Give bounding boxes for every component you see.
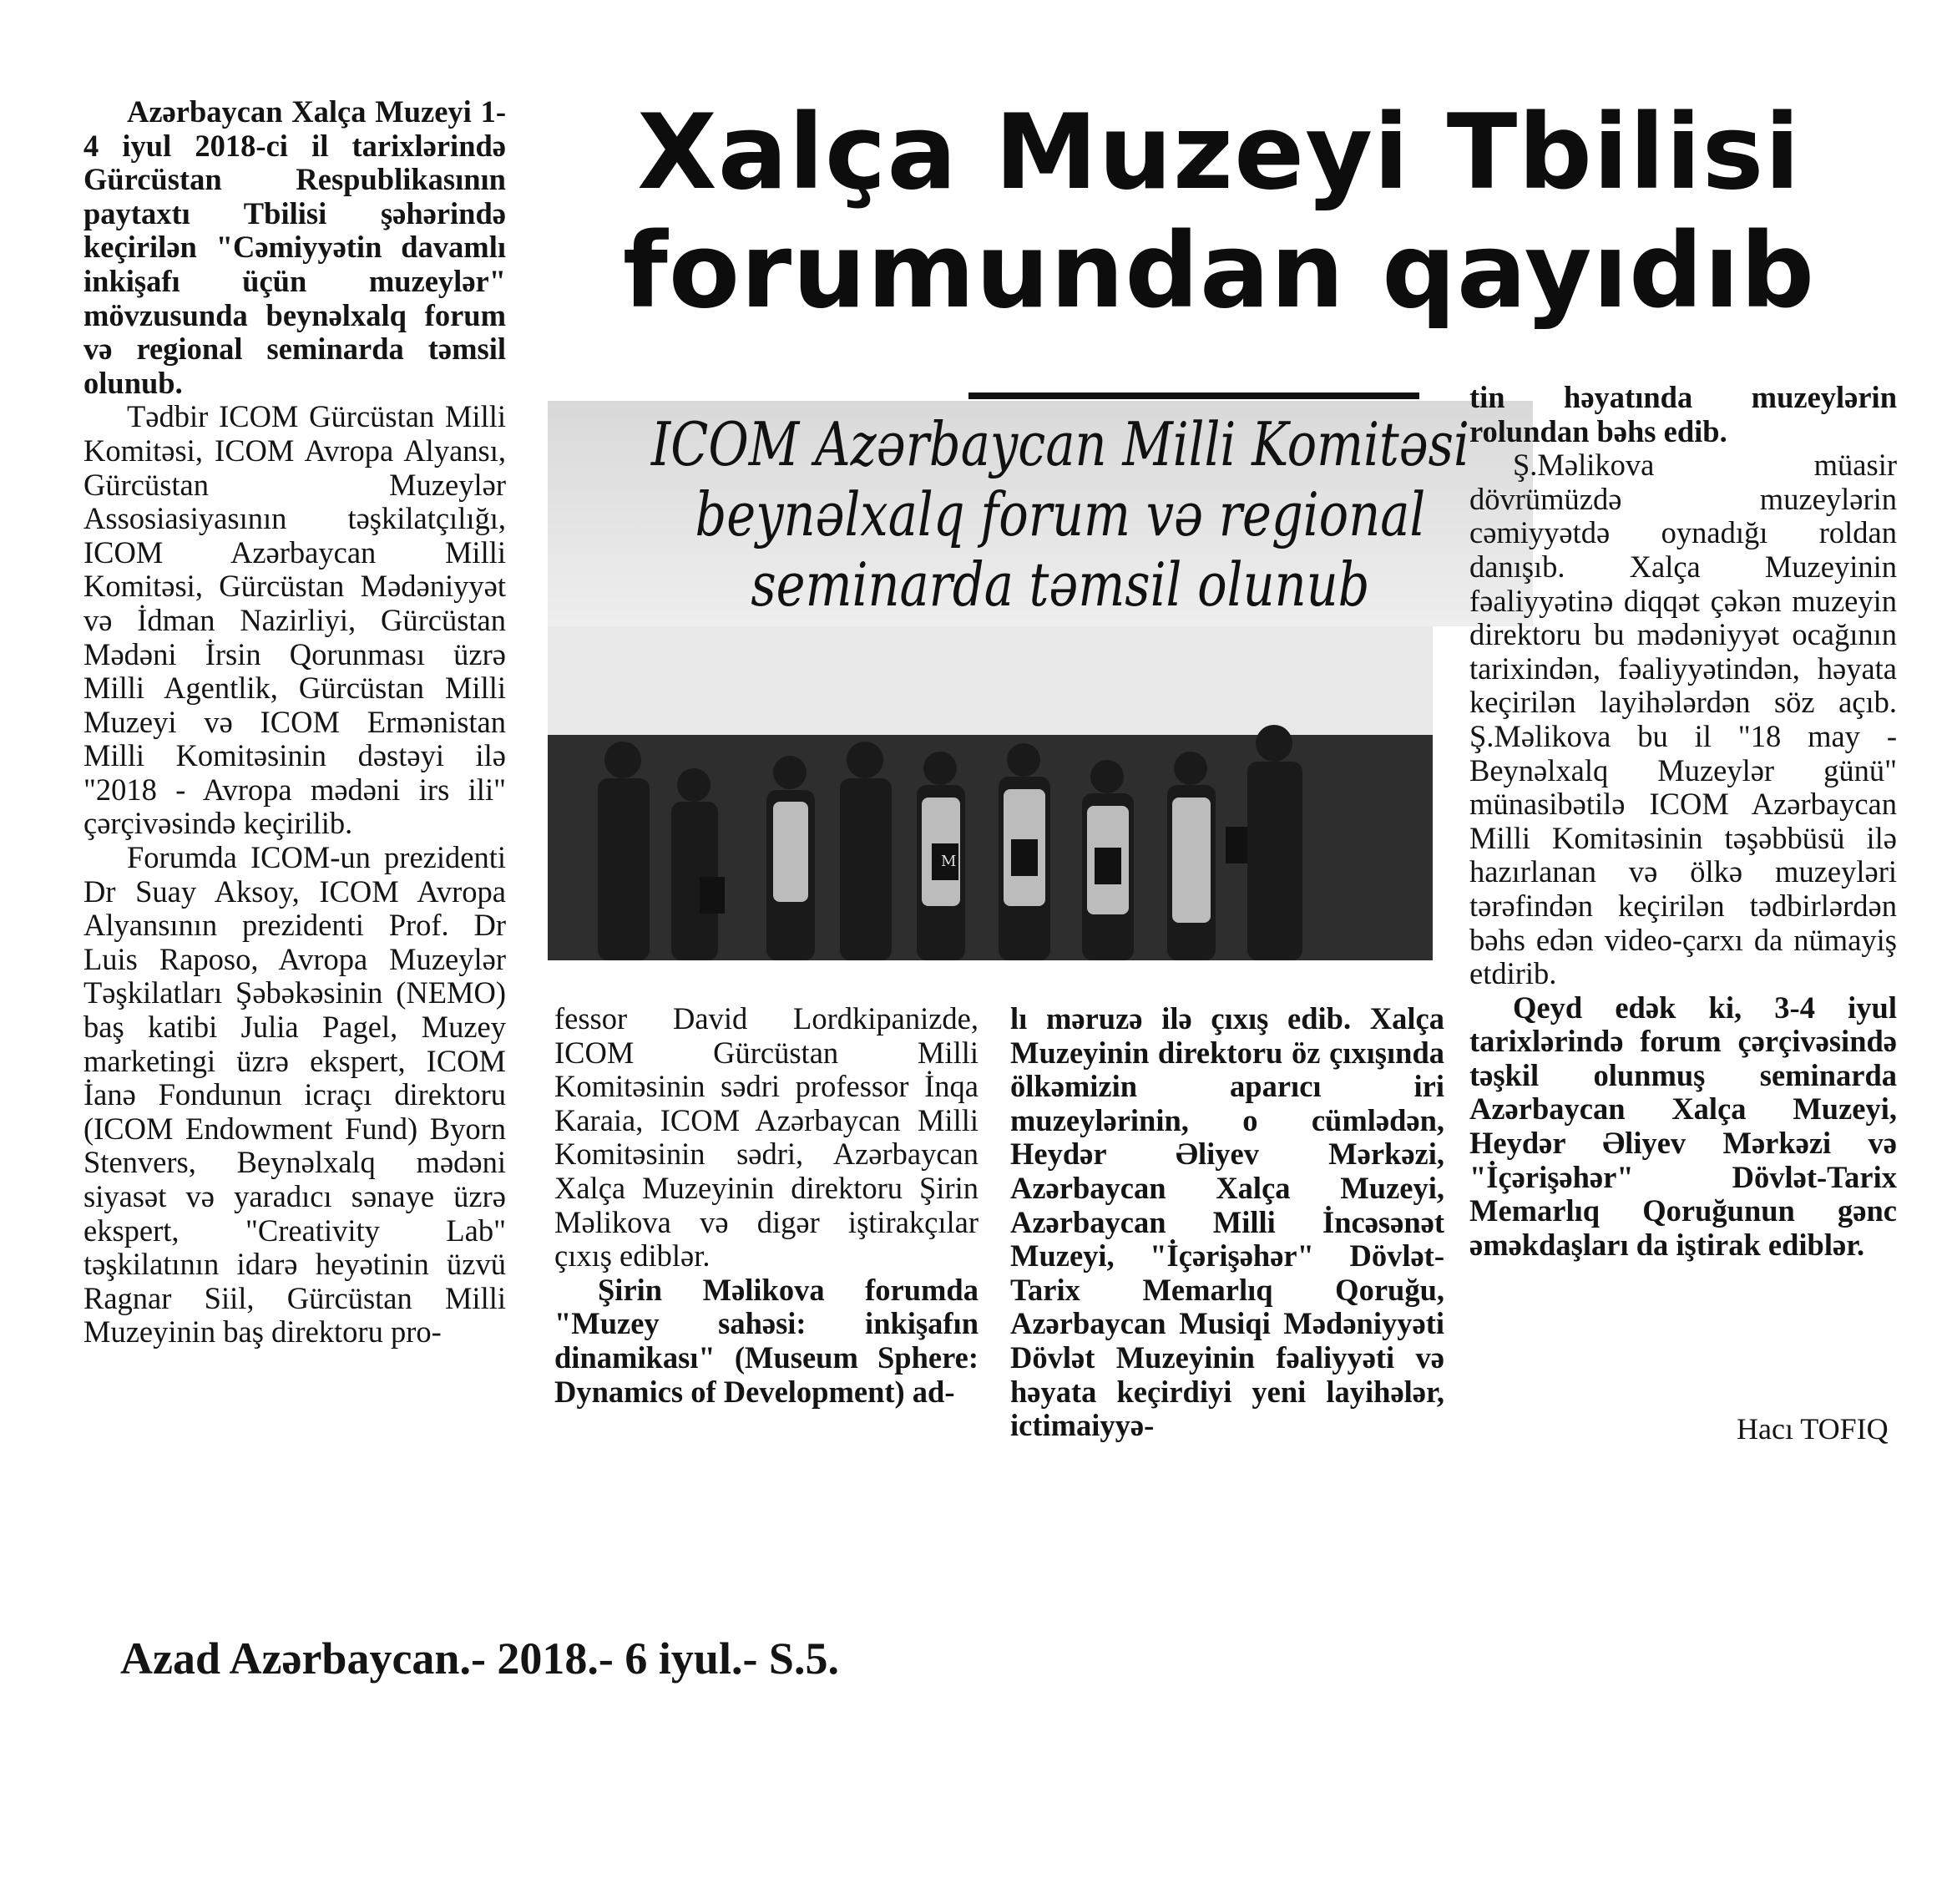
column-1-paragraph-3: Forumda ICOM-un prezidenti Dr Suay Aksoy, ICOM Avropa Alyansının prezidenti Prof. Dr Luis Raposo, Avropa Muzeylər Təşkilatları Şəbəkəsinin (NEMO) baş katibi Julia Pagel, Muzey marketingi üzrə ekspert, ICOM İanə Fondunun icraçı direktoru (ICOM Endowment Fund) Byorn Stenvers, Beynəlxalq mədəni siyasət və yaradıcı sənaye üzrə ekspert, "Creativity Lab" təşkilatının idarə heyətinin üzvü Ragnar Siil, Gürcüstan Milli Muzeyinin baş direktoru pro- [83,840,506,1350]
source-citation: Azad Azərbaycan.- 2018.- 6 iyul.- S.5. [120,1633,839,1684]
author-signature: Hacı TOFIQ [1737,1412,1889,1446]
subheadline-rule [968,392,1419,399]
column-1-paragraph-2: Tədbir ICOM Gürcüstan Milli Komitəsi, ICOM Avropa Alyansı, Gürcüstan Muzeylər Assosiasiyasının təşkilatçılığı, ICOM Azərbaycan Milli Komitəsi, Gürcüstan Mədəniyyət və İdman Nazirliyi, Gürcüstan Mədəni İrsin Qorunması üzrə Milli Agentlik, Gürcüstan Milli Muzeyi və ICOM Ermənistan Milli Komitəsinin dəstəyi ilə "2018 - Avropa mədəni irs ili" çərçivəsində keçirilib. [83,399,506,841]
subheadline-line-2: beynəlxalq forum və regional [695,479,1426,549]
subheadline-line-3: seminarda təmsil olunub [751,549,1370,620]
article-column-1 [83,95,506,1350]
column-4-paragraph-1: tin həyatında muzeylərin rolundan bəhs edib. [1469,380,1897,448]
headline-line-2: forumundan qayıdıb [622,211,1816,332]
article-subheadline [584,409,1536,620]
article-column-4 [1469,381,1897,1262]
column-4-paragraph-2: Ş.Məlikova müasir dövrümüzdə muzeylərin cəmiyyətdə oynadığı roldan danışıb. Xalça Muzeyinin fəaliyyətinə diqqət çəkən muzeyin direktoru bu mədəniyyət ocağının tarixindən, fəaliyyətindən, həyata keçirilən layihələrdən söz açıb. Ş.Məlikova bu il "18 may - Beynəlxalq Muzeylər günü" münasibətilə ICOM Azərbaycan Milli Komitəsinin təşəbbüsü ilə hazırlanan və ölkə muzeyləri tərəfindən keçirilən tədbirlərdən bəhs edən video-çarxı da nümayiş etdirib. [1469,448,1897,991]
photo-badge: M [941,853,957,870]
column-3-paragraph-1: lı məruzə ilə çıxış edib. Xalça Muzeyinin direktoru öz çıxışında ölkəmizin aparıcı iri muzeylərinin, o cümlədən, Heydər Əliyev Mərkəzi, Azərbaycan Xalça Muzeyi, Azərbaycan Milli İncəsənət Muzeyi, "İçərişəhər" Dövlət-Tarix Memarlıq Qoruğu, Azərbaycan Musiqi Mədəniyyəti Dövlət Muzeyinin fəaliyyəti və həyata keçirdiyi yeni layihələr, ictimaiyyə- [1010,1001,1444,1443]
article-headline [534,94,1904,331]
column-2-paragraph-1: fessor David Lordkipanizde, ICOM Gürcüstan Milli Komitəsinin sədri professor İnqa Karaia, ICOM Azərbaycan Milli Komitəsinin sədri, Azərbaycan Xalça Muzeyinin direktoru Şirin Məlikova və digər iştirakçılar çıxış ediblər. [554,1001,978,1274]
group-photo-illustration [548,626,1433,960]
headline-line-1: Xalça Muzeyi Tbilisi [637,93,1801,213]
article-column-2 [554,1002,978,1409]
article-column-3 [1010,1002,1444,1443]
column-4-paragraph-3: Qeyd edək ki, 3-4 iyul tarixlərində forum çərçivəsində təşkil olunmuş seminarda Azərbaycan Xalça Muzeyi, Heydər Əliyev Mərkəzi və "İçərişəhər" Dövlət-Tarix Memarlıq Qoruğunun gənc əməkdaşları da iştirak ediblər. [1469,990,1897,1262]
column-2-paragraph-2: Şirin Məlikova forumda "Muzey sahəsi: inkişafın dinamikası" (Museum Sphere: Dynamics of Development) ad- [554,1272,978,1409]
column-1-paragraph-1: Azərbaycan Xalça Muzeyi 1-4 iyul 2018-ci il tarixlərində Gürcüstan Respublikasının paytaxtı Tbilisi şəhərində keçirilən "Cəmiyyətin davamlı inkişafı üçün muzeylər" mövzusunda beynəlxalq forum və regional seminarda təmsil olunub. [83,94,506,400]
subheadline-line-1: ICOM Azərbaycan Milli Komitəsi [650,409,1469,479]
group-photo [548,626,1433,960]
